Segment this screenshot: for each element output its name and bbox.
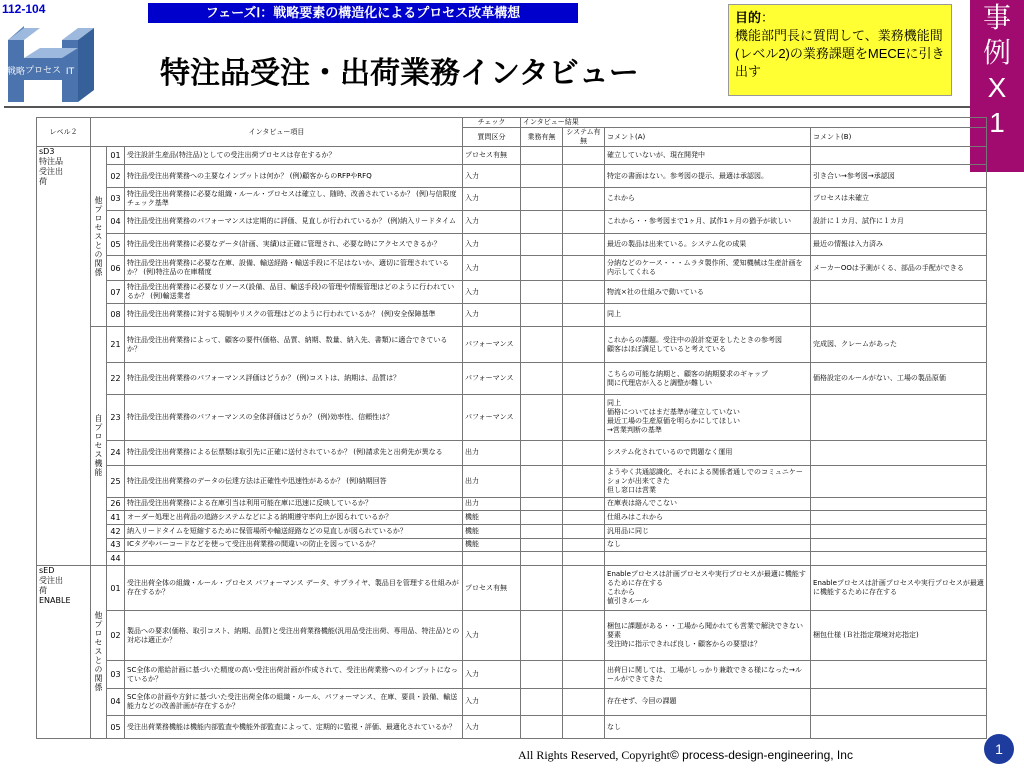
logo-left-text: 戦略 (6, 67, 26, 77)
comment-a: 梱包に課題がある・・工場から聞かれても営業で解決できない要素 受注時に指示できれば良し・顧客からの要望は？ (605, 611, 811, 661)
table-row (37, 611, 987, 661)
table-row (37, 256, 987, 281)
question-type: 出力 (463, 497, 521, 511)
interview-question: 製品への要求(価格、取引コスト、納期、品質)と受注出荷業務機能(汎用品受注出荷、専用品、特注品)との対応は適正か？ (125, 611, 463, 661)
question-type: パフォーマンス (463, 363, 521, 395)
row-number: 06 (107, 256, 125, 281)
interview-table (36, 117, 987, 739)
case-tab-char: X (987, 72, 1007, 103)
level-2-label: sD3 特注品 受注出 荷 (37, 147, 91, 566)
task-exists-cell (521, 716, 563, 739)
comment-a: 汎用品に同じ (605, 524, 811, 538)
comment-b: プロセスは未確立 (811, 187, 987, 210)
comment-b (811, 661, 987, 688)
question-type: 入力 (463, 281, 521, 304)
task-exists-cell (521, 233, 563, 256)
task-exists-cell (521, 147, 563, 165)
interview-question: 特注品受注出荷業務のデータの伝達方法は正確性や迅速性があるか？ (例)納期回答 (125, 465, 463, 497)
comment-a: これから・・参考図まで1ヶ月、試作1ヶ月の猶予が欲しい (605, 210, 811, 233)
task-exists-cell (521, 165, 563, 188)
comment-b (811, 304, 987, 327)
task-exists-cell (521, 524, 563, 538)
row-number: 05 (107, 233, 125, 256)
question-type: 入力 (463, 210, 521, 233)
case-tab-char: 例 (982, 37, 1011, 68)
task-exists-cell (521, 326, 563, 362)
logo-center-text: プロセス (24, 66, 62, 76)
comment-a: 物流×社の仕組みで動いている (605, 281, 811, 304)
interview-question: 特注品受注出荷業務のパフォーマンスの全体評価はどうか？ (例)効率性、信頼性は？ (125, 395, 463, 441)
task-exists-cell (521, 611, 563, 661)
row-number: 01 (107, 147, 125, 165)
page-title: 特注品受注・出荷業務インタビュー (160, 56, 639, 91)
copyright-prefix: All Rights Reserved, Copyright (518, 748, 670, 762)
table-row (37, 716, 987, 739)
comment-a: システム化されているので問題なく運用 (605, 440, 811, 465)
comment-b: 価格設定のルールがない、工場の製品原価 (811, 363, 987, 395)
task-exists-cell (521, 497, 563, 511)
question-type: 入力 (463, 611, 521, 661)
interview-question: 受注設計生産品(特注品)としての受注出荷プロセスは存在するか？ (125, 147, 463, 165)
system-exists-cell (563, 165, 605, 188)
question-type: 入力 (463, 661, 521, 688)
system-exists-cell (563, 440, 605, 465)
row-number: 44 (107, 552, 125, 566)
question-type: 入力 (463, 304, 521, 327)
system-exists-cell (563, 511, 605, 525)
system-exists-cell (563, 210, 605, 233)
page-number: 1 (984, 734, 1014, 764)
task-exists-cell (521, 511, 563, 525)
comment-a: 存在せず、今回の課題 (605, 688, 811, 715)
question-type: 機能 (463, 538, 521, 552)
table-row (37, 524, 987, 538)
table-row (37, 497, 987, 511)
purpose-label: 目的 (735, 10, 762, 25)
comment-a: なし (605, 538, 811, 552)
system-exists-cell (563, 552, 605, 566)
task-exists-cell (521, 440, 563, 465)
task-exists-cell (521, 281, 563, 304)
table-row (37, 688, 987, 715)
row-number: 02 (107, 611, 125, 661)
table-row (37, 511, 987, 525)
interview-question: 特注品受注出荷業務のパフォーマンスは定期的に評価、見直しが行われているか？ (例)納入リードタイム (125, 210, 463, 233)
question-type: プロセス有無 (463, 147, 521, 165)
comment-a: 出荷日に関しては、工場がしっかり兼敢できる様になった→ルールができてきた (605, 661, 811, 688)
row-number: 07 (107, 281, 125, 304)
task-exists-cell (521, 395, 563, 441)
question-type: 入力 (463, 716, 521, 739)
task-exists-cell (521, 565, 563, 611)
comment-b: メーカーOOは予測がくる、部品の手配ができる (811, 256, 987, 281)
interview-question: 特注品受注出荷業務への主要なインプットは何か？ (例)顧客からのRFPやRFQ (125, 165, 463, 188)
header-question-type: 質問区分 (463, 128, 521, 147)
table-row (37, 363, 987, 395)
question-type: パフォーマンス (463, 395, 521, 441)
interview-question: 特注品受注出荷業務のパフォーマンス評価はどうか？ (例)コストは、納期は、品質は？ (125, 363, 463, 395)
row-number: 22 (107, 363, 125, 395)
table-row (37, 233, 987, 256)
question-type: パフォーマンス (463, 326, 521, 362)
table-row (37, 187, 987, 210)
table-row (37, 210, 987, 233)
comment-a: 同上 価格についてはまだ基準が確立していない 最近工場の生産原価を明らかにしてほしい →営業判断の基準 (605, 395, 811, 441)
interview-question: ICタグやバーコードなどを使って受注出荷業務の間違いの防止を図っているか？ (125, 538, 463, 552)
interview-question: 受注出荷業務機能は機能内部監査や機能外部監査によって、定期的に監視・評価、最適化されているか？ (125, 716, 463, 739)
copyright-symbol: © (670, 748, 679, 762)
purpose-text: 機能部門長に質問して、業務機能間(レベル2)の業務課題をMECEに引き出す (735, 28, 945, 79)
comment-b: 引き合い→参考図→承認図 (811, 165, 987, 188)
header-task-exists: 業務有無 (521, 128, 563, 147)
row-number: 05 (107, 716, 125, 739)
question-type: 出力 (463, 440, 521, 465)
system-exists-cell (563, 524, 605, 538)
task-exists-cell (521, 363, 563, 395)
comment-b: Enableプロセスは計画プロセスや実行プロセスが最適に機能するために存在する (811, 565, 987, 611)
copyright-company: process-design-engineering, Inc (678, 748, 853, 762)
comment-a: 確立していないが、現在開発中 (605, 147, 811, 165)
comment-b (811, 281, 987, 304)
row-number: 25 (107, 465, 125, 497)
comment-a: ようやく共通認識化、それによる関係者通しでのコミュニケーションが出来てきた 但し窓口は営業 (605, 465, 811, 497)
comment-a: 在庫表は絡んでこない (605, 497, 811, 511)
row-number: 21 (107, 326, 125, 362)
question-type (463, 552, 521, 566)
row-number: 04 (107, 688, 125, 715)
comment-b (811, 465, 987, 497)
task-exists-cell (521, 465, 563, 497)
system-exists-cell (563, 688, 605, 715)
comment-a: なし (605, 716, 811, 739)
table-row (37, 281, 987, 304)
system-exists-cell (563, 147, 605, 165)
question-type: 入力 (463, 165, 521, 188)
comment-a: 仕組みはこれから (605, 511, 811, 525)
task-exists-cell (521, 538, 563, 552)
comment-b (811, 395, 987, 441)
header-check: チェック (463, 118, 521, 128)
level-2-label: sED 受注出 荷 ENABLE (37, 565, 91, 738)
row-number: 42 (107, 524, 125, 538)
row-number: 43 (107, 538, 125, 552)
interview-question: SC全体の需給計画に基づいた精度の高い受注出荷計画が作成されて、受注出荷業務へのインプットになっているか？ (125, 661, 463, 688)
system-exists-cell (563, 256, 605, 281)
table-row (37, 465, 987, 497)
row-number: 01 (107, 565, 125, 611)
case-tab-char: 1 (989, 107, 1005, 138)
purpose-box (728, 4, 952, 96)
comment-a: 同上 (605, 304, 811, 327)
task-exists-cell (521, 688, 563, 715)
table-row (37, 440, 987, 465)
question-type: 入力 (463, 688, 521, 715)
comment-b: 最近の情報は入力済み (811, 233, 987, 256)
interview-question: 特注品受注出荷業務に必要なリソース(設備、品目、輸送手段)の管理や情報管理はどのように行われているか？ (例)輸送業者 (125, 281, 463, 304)
phase-banner: フェーズⅠ：戦略要素の構造化によるプロセス改革構想 (148, 3, 578, 23)
system-exists-cell (563, 716, 605, 739)
interview-question: 特注品受注出荷業務に必要な在庫、設備、輸送経路・輸送手段に不足はないか、適切に管理されているか？ (例)特注品の在庫精度 (125, 256, 463, 281)
comment-b: 梱包仕様 (Ｂ社指定環境対応指定) (811, 611, 987, 661)
comment-b (811, 716, 987, 739)
interview-question: 特注品受注出荷業務に対する規制やリスクの管理はどのように行われているか？ (例)安全保障基準 (125, 304, 463, 327)
row-number: 26 (107, 497, 125, 511)
question-type: 入力 (463, 256, 521, 281)
interview-question: 納入リードタイムを短縮するために保管場所や輸送経路などの見直しが図られているか？ (125, 524, 463, 538)
interview-question: オーダー処理と出荷品の追跡システムなどによる納期遵守率向上が図られているか？ (125, 511, 463, 525)
interview-question (125, 552, 463, 566)
table-row (37, 165, 987, 188)
case-tab-char: 事 (982, 2, 1011, 33)
system-exists-cell (563, 661, 605, 688)
system-exists-cell (563, 363, 605, 395)
question-type: 入力 (463, 233, 521, 256)
comment-a: 特定の書面はない。参考図の提示、最適は承認図。 (605, 165, 811, 188)
comment-b (811, 688, 987, 715)
comment-a (605, 552, 811, 566)
header-comment-a: コメント(A) (605, 128, 811, 147)
comment-b (811, 511, 987, 525)
system-exists-cell (563, 395, 605, 441)
row-number: 23 (107, 395, 125, 441)
row-number: 03 (107, 187, 125, 210)
task-exists-cell (521, 210, 563, 233)
comment-b (811, 147, 987, 165)
purpose-colon: ： (761, 10, 775, 25)
section-other-process: 他プロセスとの関係 (91, 565, 107, 738)
task-exists-cell (521, 304, 563, 327)
system-exists-cell (563, 538, 605, 552)
system-exists-cell (563, 611, 605, 661)
comment-a: こちらの可能な納期と、顧客の納期要求のギャップ 間に代理店が入ると調整が難しい (605, 363, 811, 395)
system-exists-cell (563, 304, 605, 327)
section-other-process: 他プロセスとの関係 (91, 147, 107, 327)
row-number: 08 (107, 304, 125, 327)
page-id: 112-104 (2, 2, 46, 16)
comment-b (811, 524, 987, 538)
task-exists-cell (521, 187, 563, 210)
header-system-exists: システム有無 (563, 128, 605, 147)
strategy-process-it-logo (2, 18, 102, 102)
table-row (37, 552, 987, 566)
comment-a: これから (605, 187, 811, 210)
question-type: 機能 (463, 524, 521, 538)
interview-question: 受注出荷全体の組織・ルール・プロセス パフォーマンス データ、サプライヤ、製品目を管理する仕組みが存在するか？ (125, 565, 463, 611)
comment-b: 設計に１カ月、試作に１カ月 (811, 210, 987, 233)
row-number: 02 (107, 165, 125, 188)
question-type: 出力 (463, 465, 521, 497)
comment-a: Enableプロセスは計画プロセスや実行プロセスが最適に機能するために存在する これから 値引きルール (605, 565, 811, 611)
comment-b (811, 552, 987, 566)
system-exists-cell (563, 326, 605, 362)
logo-right-text: IT (65, 67, 75, 77)
row-number: 24 (107, 440, 125, 465)
interview-question: 特注品受注出荷業務に必要な組織・ルール・プロセスは確立し、随時、改善されているか？ (例)与信限度チェック基準 (125, 187, 463, 210)
task-exists-cell (521, 256, 563, 281)
header-interview-item: インタビュー項目 (91, 118, 463, 147)
system-exists-cell (563, 187, 605, 210)
system-exists-cell (563, 465, 605, 497)
row-number: 41 (107, 511, 125, 525)
header-comment-b: コメント(B) (811, 128, 987, 147)
interview-question: 特注品受注出荷業務による伝票類は取引先に正確に送付されているか？ (例)請求先と出荷先が異なる (125, 440, 463, 465)
table-row (37, 661, 987, 688)
section-own-process: 自プロセス機能 (91, 326, 107, 565)
system-exists-cell (563, 233, 605, 256)
comment-b (811, 497, 987, 511)
header-divider (4, 106, 970, 108)
comment-b (811, 538, 987, 552)
comment-a: これからの課題。受注中の設計変更をしたときの参考図 顧客はほぼ満足していると考えている (605, 326, 811, 362)
table-row (37, 565, 987, 611)
row-number: 03 (107, 661, 125, 688)
table-row (37, 304, 987, 327)
interview-question: 特注品受注出荷業務によって、顧客の要件(価格、品質、納期、数量、納入先、書類)に適合できているか？ (125, 326, 463, 362)
row-number: 04 (107, 210, 125, 233)
interview-question: 特注品受注出荷業務に必要なデータ(計画、実績)は正確に管理され、必要な時にアクセスできるか？ (125, 233, 463, 256)
copyright-footer (518, 748, 853, 763)
comment-b: 完成図、クレームがあった (811, 326, 987, 362)
system-exists-cell (563, 565, 605, 611)
comment-a: 分納などのケース・・・ムラタ製作所、愛知機械は生産計画を内示してくれる (605, 256, 811, 281)
table-row (37, 147, 987, 165)
table-row (37, 395, 987, 441)
system-exists-cell (563, 281, 605, 304)
header-interview-result: インタビュー結果 (521, 118, 987, 128)
table-row (37, 326, 987, 362)
header-level: レベル２ (37, 118, 91, 147)
task-exists-cell (521, 552, 563, 566)
question-type: プロセス有無 (463, 565, 521, 611)
task-exists-cell (521, 661, 563, 688)
question-type: 入力 (463, 187, 521, 210)
interview-question: 特注品受注出荷業務による在庫引当は利用可能在庫に迅速に反映しているか？ (125, 497, 463, 511)
comment-b (811, 440, 987, 465)
interview-question: SC全体の計画や方針に基づいた受注出荷全体の組織・ルール、パフォーマンス、在庫、要員・設備、輸送能力などの改善計画が存在するか？ (125, 688, 463, 715)
comment-a: 最近の製品は出来ている。システム化の成果 (605, 233, 811, 256)
table-row (37, 538, 987, 552)
question-type: 機能 (463, 511, 521, 525)
system-exists-cell (563, 497, 605, 511)
